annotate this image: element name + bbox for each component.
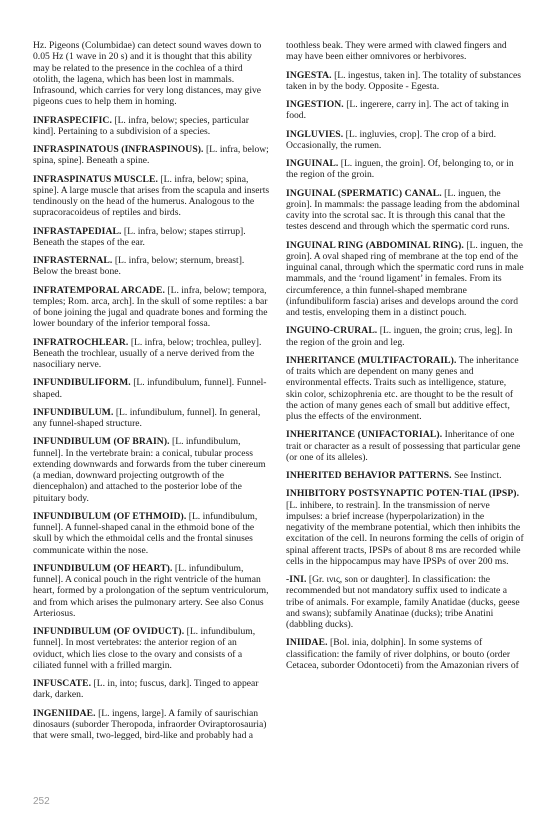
entry-term: INHERITED BEHAVIOR PATTERNS.: [286, 470, 452, 481]
entry-definition: [L. infra, below; stapes stirrup]. Beneath the stapes of the ear.: [33, 225, 246, 248]
dictionary-entry: [286, 158, 524, 181]
dictionary-entry: [33, 407, 270, 430]
entry-term: INGESTA.: [286, 69, 332, 81]
entry-term: INGENIIDAE.: [33, 707, 96, 719]
entry-term: INGLUVIES.: [286, 128, 344, 140]
entry-term: INIIDAE.: [286, 637, 328, 649]
dictionary-entry: [286, 129, 524, 152]
entry-definition: [L. infra, below; spina, spine]. Beneath a spine.: [33, 144, 269, 167]
entry-definition: [L. infundibulum, funnel]. In the vertebrate brain: a conical, tubular process extending downwards and forwards from the tuber cinereum (a median, downward projecting outgrowth of the diencephalon) and attached to the posterior lobe of the pituitary body.: [33, 436, 266, 504]
dictionary-entry: [33, 40, 270, 108]
dictionary-entry: [286, 40, 524, 63]
dictionary-entry: [286, 70, 524, 93]
entry-term: INGESTION.: [286, 99, 344, 110]
dictionary-entry: [286, 637, 524, 671]
entry-term: INGUINO-CRURAL.: [286, 325, 378, 337]
entry-term: -INI.: [286, 574, 307, 585]
entry-definition: [L. inguen, the groin]. In mammals: the passage leading from the abdominal cavity into the scrotal sac. It is through this canal that the testes descend and through which the spermatic cord runs.: [286, 187, 520, 233]
entry-term: INGUINAL (SPERMATIC) CANAL.: [286, 187, 442, 199]
entry-definition: [L. in, into; fuscus, dark]. Tinged to appear dark, darken.: [33, 678, 259, 701]
entry-definition: [L. infundibulum, funnel]. In most vertebrates: the anterior region of an oviduct, which lies close to the ovary and consists of a ciliated funnel with a frilled margin.: [33, 626, 256, 671]
entry-definition: [L. infundibulum, funnel]. In general, any funnel-shaped structure.: [33, 406, 261, 429]
entry-term: INHIBITORY POSTSYNAPTIC POTEN-TIAL (IPSP).: [286, 488, 520, 500]
dictionary-entry: [33, 511, 270, 556]
entry-definition: toothless beak. They were armed with clawed fingers and may have been either omnivores or herbivores.: [286, 40, 507, 63]
dictionary-entry: [33, 377, 270, 400]
entry-definition: The inheritance of traits which are dependent on many genes and environmental effects. Traits such as intelligence, stature, skin color, schizophrenia etc. are thought to be the result of the action of many genes each of small but additive effect, plus the effects of the environment.: [286, 354, 519, 422]
entry-definition: [L. ingestus, taken in]. The totality of substances taken in by the body. Opposite - Egesta.: [286, 69, 521, 92]
entry-term: INFRASTERNAL.: [33, 255, 113, 266]
entry-definition: [Bol. inia, dolphin]. In some systems of classification: the family of river dolphins, or bouto (order Cetacea, suborder Odontoceti) from the Amazonian rivers of: [286, 637, 519, 671]
entry-definition: [L. infundibulum, funnel]. A conical pouch in the right ventricle of the human heart, formed by a prolongation of the septum ventriculorum, and from which arises the pulmonary artery. See also Conus Arteriosus.: [33, 562, 269, 619]
entry-term: INFUNDIBULIFORM.: [33, 377, 131, 389]
entry-term: INFUNDIBULUM (OF HEART).: [33, 562, 173, 574]
entry-definition: [L. infra, below; spina, spine]. A large muscle that arises from the scapula and inserts tendinously on the head of the humerus. Analogous to the supracoracoideus of reptiles and birds.: [33, 173, 270, 219]
entry-term: INFRATROCHLEAR.: [33, 336, 129, 348]
entry-definition: [L. infundibulum, funnel]. Funnel-shaped.: [33, 377, 267, 400]
dictionary-entry: [286, 470, 524, 481]
left-column: [33, 40, 270, 748]
entry-term: INFRASPECIFIC.: [33, 114, 112, 126]
dictionary-entry: [33, 563, 270, 619]
entry-term: INFRASPINATOUS (INFRASPINOUS).: [33, 144, 204, 155]
entry-term: INFUNDIBULUM.: [33, 406, 114, 418]
dictionary-entry: [286, 240, 524, 319]
dictionary-entry: [286, 99, 524, 122]
entry-term: INFUNDIBULUM (OF BRAIN).: [33, 436, 170, 448]
entry-term: INFUSCATE.: [33, 678, 92, 689]
dictionary-entry: [286, 355, 524, 423]
dictionary-entry: [33, 626, 270, 671]
entry-term: INFRASTAPEDIAL.: [33, 225, 122, 237]
entry-term: INFUNDIBULUM (OF OVIDUCT).: [33, 626, 185, 637]
dictionary-entry: [33, 174, 270, 219]
dictionary-entry: [286, 574, 524, 630]
entry-definition: Inheritance of one trait or character as a result of possessing that particular gene (or one of its alleles).: [286, 429, 521, 463]
entry-definition: [L. inguen, the groin; crus, leg]. In the region of the groin and leg.: [286, 325, 513, 348]
dictionary-entry: [33, 678, 270, 701]
entry-term: INFRATEMPORAL ARCADE.: [33, 284, 165, 296]
entry-definition: [L. ingluvies, crop]. The crop of a bird. Occasionally, the rumen.: [286, 128, 497, 151]
entry-definition: [L. infra, below; tempora, temples; Rom. arca, arch]. In the skull of some reptiles: a bar of bone joining the jugal and quadrate bones and forming the lower boundary of the inferior temporal fossa.: [33, 284, 268, 330]
entry-definition: [L. inguen, the groin]. Of, belonging to, or in the region of the groin.: [286, 158, 514, 181]
dictionary-entry: [33, 255, 270, 278]
entry-definition: [L. infra, below; species, particular kind]. Pertaining to a subdivision of a species.: [33, 114, 249, 137]
dictionary-entry: [286, 488, 524, 567]
entry-term: INHERITANCE (UNIFACTORIAL).: [286, 429, 443, 441]
dictionary-entry: [286, 429, 524, 463]
entry-definition: [L. infra, below; trochlea, pulley]. Beneath the trochlear, usually of a nerve derived from the nasociliary nerve.: [33, 336, 262, 370]
entry-definition: [L. inguen, the groin]. A oval shaped ring of membrane at the top end of the inguinal canal, through which the spermatic cord runs in male mammals, and the ‘round ligament’ in females. From its circumference, a thin funnel-shaped membrane (infundibuliform fascia) arises and develops around the cord and testis, enveloping them in a distinct pouch.: [286, 239, 524, 318]
dictionary-entry: [33, 115, 270, 138]
dictionary-entry: [286, 188, 524, 233]
entry-term: INFRASPINATUS MUSCLE.: [33, 173, 159, 185]
entry-definition: [L. ingerere, carry in]. The act of taking in food.: [286, 99, 509, 122]
entry-definition: [L. ingens, large]. A family of saurischian dinosaurs (suborder Theropoda, infraorder Oviraptorosauria) that were small, two-legged, bird-like and probably had a: [33, 707, 267, 741]
entry-definition: [Gr. ινις, son or daughter]. In classification: the recommended but not mandatory suffix used to indicate a tribe of animals. For example, family Anatidae (ducks, geese and swans); subfamily Anatinae (ducks); tribe Anatini (dabbling ducks).: [286, 574, 520, 630]
dictionary-entry: [33, 708, 270, 742]
right-column: [286, 40, 524, 678]
dictionary-entry: [33, 285, 270, 330]
entry-definition: [L. infra, below; sternum, breast]. Below the breast bone.: [33, 255, 245, 278]
entry-definition: Hz. Pigeons (Columbidae) can detect sound waves down to 0.05 Hz (1 wave in 20 s) and it is thought that this ability may be related to the presence in the cochlea of a third otolith, the lagena, which has been lost in mammals. Infrasound, which carries for very long distances, may give pigeons cues to help them in homing.: [33, 40, 262, 108]
entry-term: INGUINAL.: [286, 158, 339, 169]
dictionary-entry: [286, 325, 524, 348]
entry-term: INGUINAL RING (ABDOMINAL RING).: [286, 239, 464, 251]
dictionary-entry: [33, 144, 270, 167]
dictionary-entry: [33, 337, 270, 371]
entry-definition: [L. inhibere, to restrain]. In the transmission of nerve impulses: a brief increase (hyperpolarization) in the negativity of the membrane potential, which then inhibits the excitation of the cell. In neurons forming the cells of origin of spinal afferent tracts, IPSPs of about 8 ms are recorded while cells in the hippocampus may have IPSPs of over 200 ms.: [286, 499, 524, 567]
entry-definition: [L. infundibulum, funnel]. A funnel-shaped canal in the ethmoid bone of the skull by which the ethmoidal cells and the frontal sinuses communicate within the nose.: [33, 510, 258, 556]
entry-definition: See Instinct.: [454, 470, 502, 481]
entry-term: INHERITANCE (MULTIFACTORAIL).: [286, 354, 457, 366]
entry-term: INFUNDIBULUM (OF ETHMOID).: [33, 510, 187, 522]
dictionary-entry: [33, 436, 270, 504]
page-number: 252: [33, 796, 50, 807]
dictionary-entry: [33, 226, 270, 249]
